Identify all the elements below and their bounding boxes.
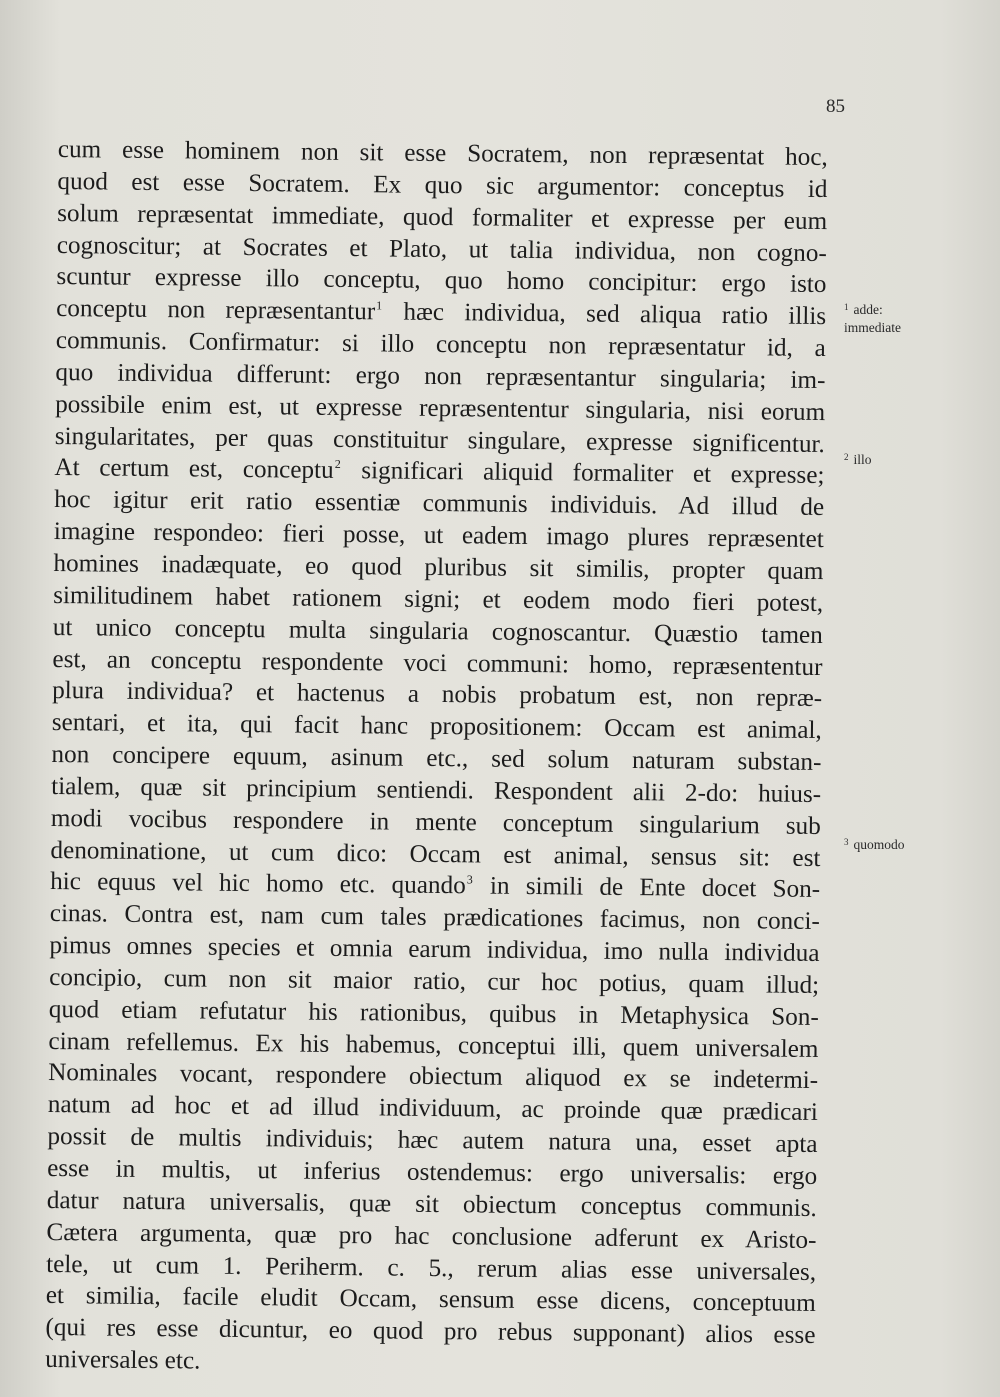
text-line: natum ad hoc et ad illud individuum, ac proinde quæ prædicari — [47, 1091, 818, 1127]
text-line: Cætera argumenta, quæ pro hac conclusione adferunt ex Aristo- — [46, 1218, 817, 1254]
text-line: quo individua differunt: ergo non repræsentantur singularia; im- — [55, 358, 826, 394]
text-line: (qui res esse dicuntur, eo quod pro rebus supponant) alios esse — [45, 1314, 816, 1350]
margin-note-number: 3 — [844, 837, 849, 847]
page-number: 85 — [826, 96, 845, 117]
margin-note-text: quomodo — [853, 837, 905, 852]
text-segment: in simili de Ente docet Son- — [489, 872, 821, 904]
text-line: possibile enim est, ut expresse repræsententur singularia, nisi eorum — [55, 390, 826, 426]
margin-note-1 — [844, 298, 934, 337]
text-line: hoc igitur erit ratio essentiæ communis individuis. Ad illud de — [54, 486, 825, 522]
text-line: tele, ut cum 1. Periherm. c. 5., rerum alias esse universales, — [46, 1250, 817, 1286]
footnote-ref: 3 — [466, 872, 473, 887]
margin-note-number: 1 — [844, 302, 849, 312]
text-line: possit de multis individuis; hæc autem natura una, esset apta — [47, 1123, 818, 1159]
text-line: communis. Confirmatur: si illo conceptu non repræsentatur id, a — [55, 327, 826, 363]
text-line: quod etiam refutatur his rationibus, quibus in Metaphysica Son- — [48, 995, 819, 1031]
text-line: solum repræsentat immediate, quod formaliter et expresse per eum — [57, 199, 828, 235]
text-line: cognoscitur; at Socrates et Plato, ut talia individua, non cogno- — [56, 231, 827, 267]
text-line: similitudinem habet rationem signi; et eodem modo fieri potest, — [53, 581, 824, 617]
text-line: denominatione, ut cum dico: Occam est animal, sensus sit: est — [50, 836, 821, 872]
margin-note-text: adde: — [853, 302, 883, 317]
text-line: imagine respondeo: fieri posse, ut eadem imago plures repræsentet — [53, 518, 824, 554]
text-line: cinas. Contra est, nam cum tales prædicationes facimus, non conci- — [49, 900, 820, 936]
footnote-ref: 1 — [376, 298, 383, 313]
text-line: universales etc. — [45, 1345, 201, 1375]
text-segment: At certum est, conceptu — [54, 454, 334, 485]
text-line: quod est esse Socratem. Ex quo sic argumentor: conceptus id — [57, 167, 828, 203]
margin-note-2 — [844, 448, 934, 469]
text-line: pimus omnes species et omnia earum individua, imo nulla individua — [49, 932, 820, 968]
margin-note-3 — [844, 833, 934, 854]
text-line: tialem, quæ sit principium sentiendi. Respondent alii 2-do: huius- — [51, 772, 822, 808]
text-segment: hæc individua, sed aliqua ratio illis — [403, 298, 827, 331]
text-line: et similia, facile eludit Occam, sensum esse dicens, conceptuum — [45, 1282, 816, 1318]
text-line: est, an conceptu respondente voci communi: homo, repræsententur — [52, 645, 823, 681]
text-line: esse in multis, ut inferius ostendemus: ergo universalis: ergo — [47, 1154, 818, 1191]
text-line: singularitates, per quas constituitur singulare, expresse significentur. — [54, 422, 825, 458]
text-line: sentari, et ita, qui facit hanc propositionem: Occam est animal, — [51, 709, 822, 745]
text-segment: significari aliquid formaliter et expresse; — [361, 457, 825, 490]
text-line: modi vocibus respondere in mente conceptum singularium sub — [50, 804, 821, 840]
body-text — [45, 134, 828, 1384]
text-line: homines inadæquate, eo quod pluribus sit similis, propter quam — [53, 549, 824, 586]
text-line: cinam refellemus. Ex his habemus, conceptui illi, quem universalem — [48, 1027, 819, 1063]
margin-note-text: illo — [853, 452, 872, 467]
text-segment: conceptu non repræsentantur — [56, 295, 376, 326]
text-line: cum esse hominem non sit esse Socratem, non repræsentat hoc, — [57, 135, 828, 172]
text-line: plura individua? et hactenus a nobis probatum est, non repræ- — [52, 677, 823, 713]
margin-note-line — [844, 298, 934, 319]
text-line: concipio, cum non sit maior ratio, cur hoc potius, quam illud; — [49, 963, 820, 999]
text-line: datur natura universalis, quæ sit obiectum conceptus communis. — [46, 1186, 817, 1222]
text-line: Nominales vocant, respondere obiectum aliquod ex se indetermi- — [48, 1059, 819, 1095]
text-line: ut unico conceptu multa singularia cognoscantur. Quæstio tamen — [52, 613, 823, 649]
footnote-ref: 2 — [334, 457, 341, 472]
text-line: non concipere equum, asinum etc., sed solum naturam substan- — [51, 740, 822, 777]
margin-note-text: immediate — [844, 320, 901, 335]
text-segment: hic equus vel hic homo etc. quando — [50, 868, 466, 900]
text-line: scuntur expresse illo conceptu, quo homo concipitur: ergo isto — [56, 263, 827, 299]
margin-note-number: 2 — [844, 452, 849, 462]
